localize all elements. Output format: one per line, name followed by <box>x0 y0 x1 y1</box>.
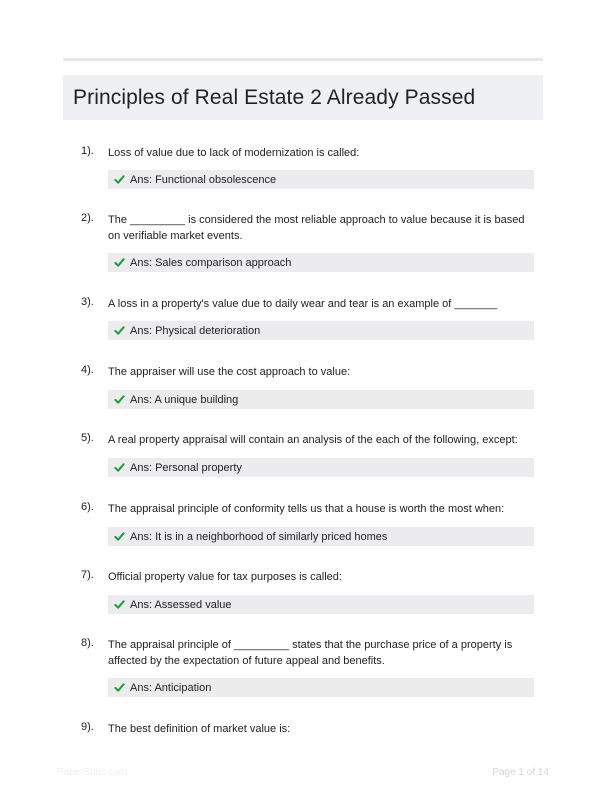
answer-text: Ans: Functional obsolescence <box>130 173 277 186</box>
question-text: The _________ is considered the most reliable approach to value because it is based on verifiable market events. <box>108 214 525 242</box>
answer-box <box>108 527 534 546</box>
answer-box <box>108 321 534 340</box>
check-icon <box>114 599 125 610</box>
check-icon <box>114 394 125 405</box>
question-number: 8). <box>81 637 94 649</box>
question-number: 4). <box>81 364 94 376</box>
check-icon <box>114 257 125 268</box>
question-text: The appraiser will use the cost approach to value: <box>108 366 351 378</box>
answer-text: Ans: Anticipation <box>130 681 212 694</box>
question-number: 9). <box>81 721 94 733</box>
title-bar <box>63 75 543 120</box>
check-icon <box>114 174 125 185</box>
answer-box <box>108 170 534 189</box>
footer-site: PaperStitic.com <box>57 767 128 778</box>
question-number: 2). <box>81 212 94 224</box>
answer-box <box>108 678 534 697</box>
check-icon <box>114 325 125 336</box>
answer-text: Ans: A unique building <box>130 393 239 406</box>
check-icon <box>114 682 125 693</box>
answer-text: Ans: Assessed value <box>130 598 232 611</box>
footer-page-number: Page 1 of 14 <box>492 767 549 778</box>
answer-box <box>108 458 534 477</box>
question-number: 1). <box>81 145 94 157</box>
answer-text: Ans: It is in a neighborhood of similarly priced homes <box>130 530 388 543</box>
answer-box <box>108 595 534 614</box>
question-text: Loss of value due to lack of modernization is called: <box>108 147 360 159</box>
question-text: The appraisal principle of conformity tells us that a house is worth the most when: <box>108 503 505 515</box>
answer-text: Ans: Sales comparison approach <box>130 256 292 269</box>
question-text: The best definition of market value is: <box>108 723 291 735</box>
answer-box <box>108 253 534 272</box>
question-text: Official property value for tax purposes is called: <box>108 571 342 583</box>
question-number: 7). <box>81 569 94 581</box>
check-icon <box>114 462 125 473</box>
answer-text: Ans: Physical deterioration <box>130 324 261 337</box>
question-text: A real property appraisal will contain an analysis of the each of the following, except: <box>108 434 518 446</box>
top-rule <box>63 58 543 61</box>
question-number: 6). <box>81 501 94 513</box>
question-number: 3). <box>81 296 94 308</box>
question-text: The appraisal principle of _________ states that the purchase price of a property is affected by the expectation of future appeal and benefits. <box>108 639 513 667</box>
question-text: A loss in a property's value due to daily wear and tear is an example of _______ <box>108 298 498 310</box>
answer-box <box>108 390 534 409</box>
check-icon <box>114 531 125 542</box>
answer-text: Ans: Personal property <box>130 461 242 474</box>
question-number: 5). <box>81 432 94 444</box>
page-title: Principles of Real Estate 2 Already Passed <box>73 85 476 109</box>
